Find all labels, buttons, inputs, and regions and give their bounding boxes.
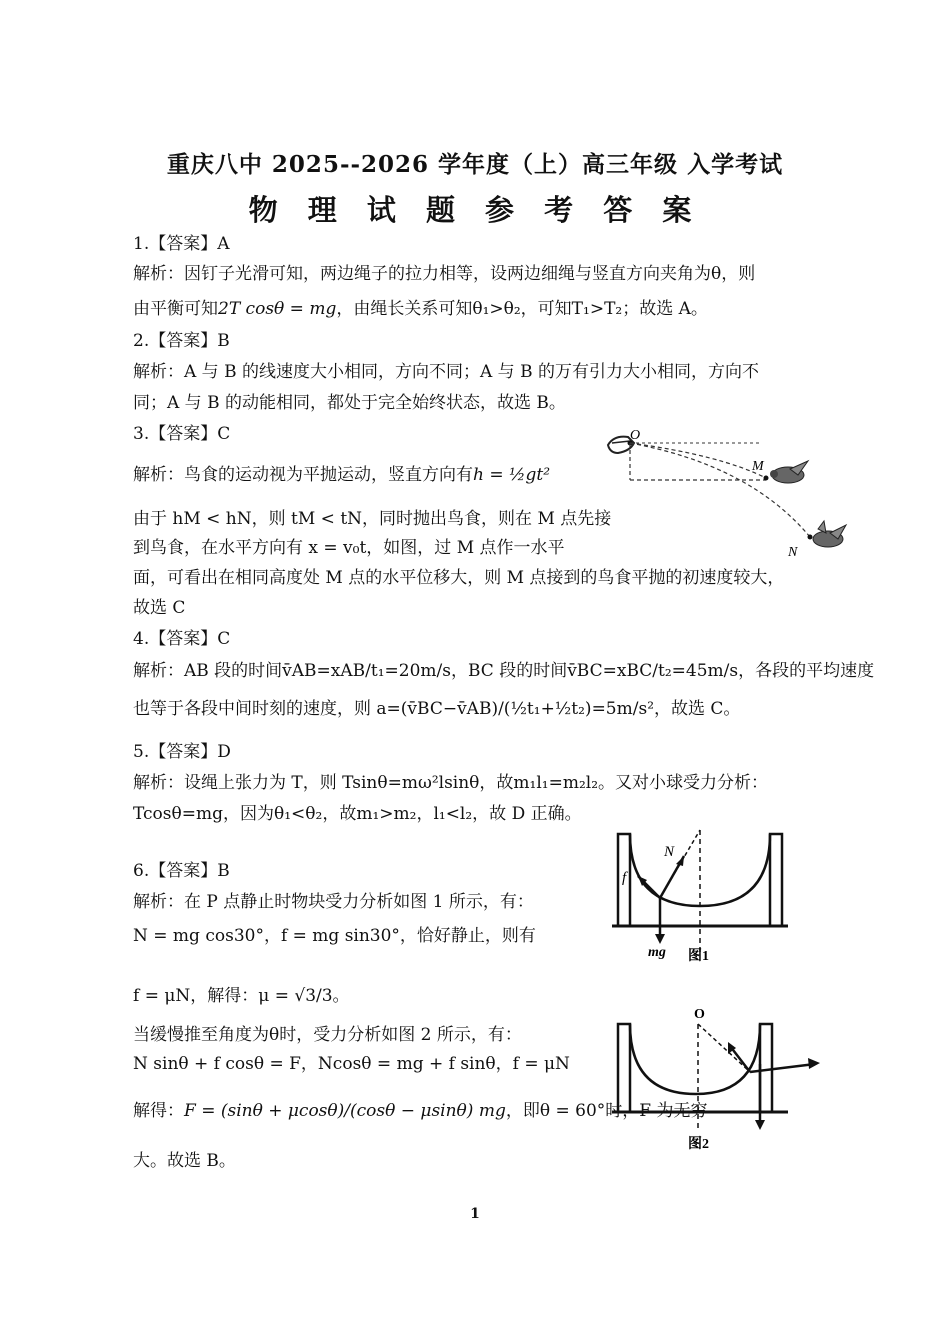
- q5-analysis-line1: 解析：设绳上张力为 T，则 Tsinθ=mω²lsinθ，故m₁l₁=m₂l₂。又对小球受力分析：: [133, 773, 769, 793]
- bird-m-icon: [770, 461, 808, 483]
- q6-analysis-line2: N = mg cos30°，f = mg sin30°，恰好静止，则有: [133, 926, 536, 946]
- q1-analysis-line1: 解析：因钉子光滑可知，两边绳子的拉力相等，设两边细绳与竖直方向夹角为θ，则: [133, 264, 756, 284]
- q6-figure-2: [610, 1002, 830, 1152]
- point-n: [808, 535, 813, 540]
- q1-analysis-line2: 由平衡可知2T cosθ = mg，由绳长关系可知θ₁>θ₂，可知T₁>T₂；故选 A。: [133, 299, 708, 319]
- figure-1-caption: 图1: [688, 949, 709, 964]
- q3-bird-figure: [600, 425, 860, 565]
- label-mg: mg: [648, 945, 666, 960]
- label-f: f: [622, 870, 627, 886]
- q2-analysis-line2: 同；A 与 B 的动能相同，都处于完全始终状态，故选 B。: [133, 393, 566, 413]
- q5-analysis-line2: Tcosθ=mg，因为θ₁<θ₂，故m₁>m₂，l₁<l₂，故 D 正确。: [133, 804, 582, 824]
- q1-answer: 1.【答案】A: [133, 234, 230, 254]
- point-m: [764, 476, 769, 481]
- trajectory-m: [630, 443, 766, 478]
- q3-answer: 3.【答案】C: [133, 424, 231, 444]
- q3-analysis-line1: 解析：鸟食的运动视为平抛运动，竖直方向有h = ½gt²: [133, 465, 551, 485]
- q6-analysis-line6: 解得：F = (sinθ + μcosθ)/(cosθ − μsinθ) mg，即θ = 60°时，F 为无穷: [133, 1101, 708, 1121]
- page-number: 1: [470, 1206, 480, 1222]
- q3-analysis-line5: 故选 C: [133, 598, 186, 618]
- q6-analysis-line1: 解析：在 P 点静止时物块受力分析如图 1 所示，有：: [133, 892, 534, 912]
- label-o: O: [630, 428, 641, 443]
- q4-analysis-line2: 也等于各段中间时刻的速度，则 a=(v̄BC−v̄AB)/(½t₁+½t₂)=5m/s²，故选 C。: [133, 699, 741, 719]
- q3-analysis-line3: 到鸟食，在水平方向有 x = v₀t，如图，过 M 点作一水平: [133, 538, 565, 558]
- document-title: 物 理 试 题 参 考 答 案: [248, 193, 702, 227]
- q4-answer: 4.【答案】C: [133, 629, 231, 649]
- q2-answer: 2.【答案】B: [133, 331, 230, 351]
- q6-analysis-line5: N sinθ + f cosθ = F，Ncosθ = mg + f sinθ，f = μN: [133, 1054, 570, 1074]
- trajectory-n: [630, 443, 810, 537]
- q6-figure-1: [610, 826, 790, 966]
- label-n: N: [788, 545, 798, 560]
- q2-analysis-line1: 解析：A 与 B 的线速度大小相同，方向不同；A 与 B 的万有引力大小相同，方向不: [133, 362, 759, 382]
- q6-analysis-line3: f = μN，解得：μ = √3/3。: [133, 986, 350, 1006]
- label-o: O: [694, 1007, 705, 1022]
- q6-answer: 6.【答案】B: [133, 861, 230, 881]
- q6-formula: F = (sinθ + μcosθ)/(cosθ − μsinθ) mg: [184, 1101, 506, 1121]
- label-n: N: [664, 844, 675, 860]
- q3-analysis-line2: 由于 hM < hN，则 tM < tN，同时抛出鸟食，则在 M 点先接: [133, 509, 612, 529]
- q6-analysis-line4: 当缓慢推至角度为θ时，受力分析如图 2 所示，有：: [133, 1025, 522, 1045]
- figure-2-caption: 图2: [688, 1137, 709, 1152]
- bird-n-icon: [813, 521, 846, 547]
- q3-analysis-line4: 面，可看出在相同高度处 M 点的水平位移大，则 M 点接到的鸟食平抛的初速度较大，: [133, 568, 785, 588]
- q6-analysis-line7: 大。故选 B。: [133, 1151, 236, 1171]
- label-m: M: [752, 459, 764, 474]
- q4-analysis-line1: 解析：AB 段的时间v̄AB=xAB/t₁=20m/s，BC 段的时间v̄BC=xBC/t₂=45m/s，各段的平均速度: [133, 661, 875, 681]
- q1-formula: 2T cosθ = mg: [218, 299, 337, 319]
- q3-formula: h = ½gt²: [473, 465, 551, 485]
- exam-title: 重庆八中 2025--2026 学年度（上）高三年级 入学考试: [166, 151, 784, 178]
- q5-answer: 5.【答案】D: [133, 742, 231, 762]
